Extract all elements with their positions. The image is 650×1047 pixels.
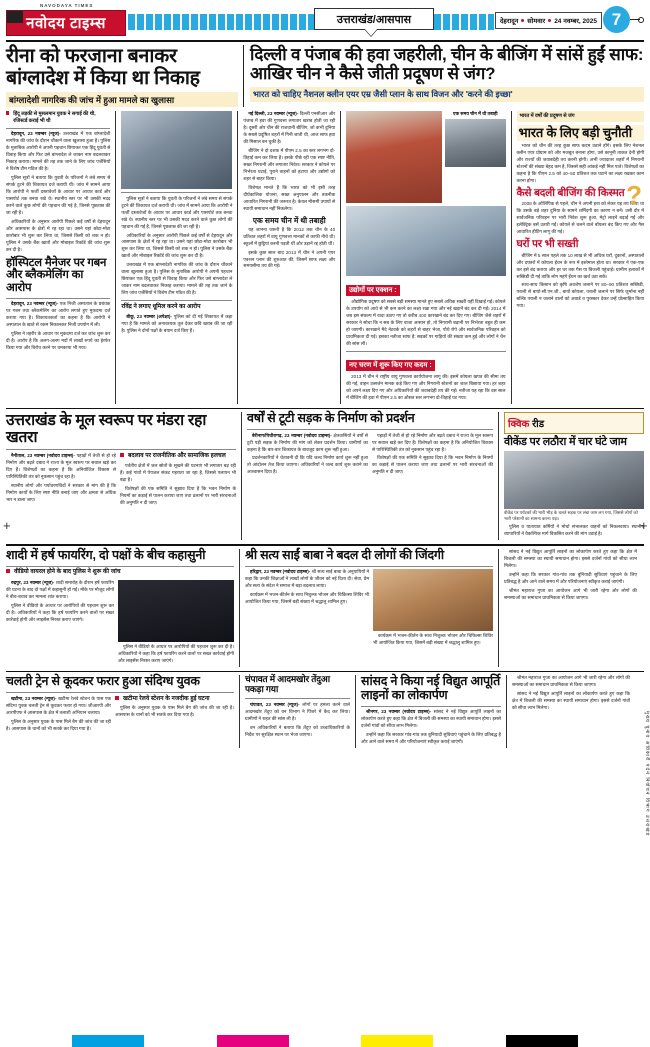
paragraph: लोगों पर हमला करने वाले आदमखोर तेंदुए को वन विभाग ने पिंजरे में कैद कर लिया। ग्रामीणों ने राहत की सांस ली है। — [245, 701, 350, 721]
divider — [245, 698, 350, 699]
paragraph: कार्यक्रम में भजन-कीर्तन के साथ निशुल्क भोजन और चिकित्सा शिविर भी आयोजित किया गया, जिसमें बड़ी संख्या में श्रद्धालु शामिल हुए। — [245, 592, 369, 604]
paragraph: उत्तराखंड में एक बांग्लादेशी नागरिक की जांच के दौरान चौंकाने वाला खुलासा हुआ है। पुलिस के मुताबिक आरोपी ने अपनी पहचान छिपाकर एक हिंदू युवती से विवाह किया और फिर उसे बांग्लादेश ले जाकर नाम बदलवाकर निकाह कराया। मामले की तह तक जाने के लिए जांच एजेंसियों ने विशेष टीम गठित की है। — [6, 131, 111, 171]
quick-read-title-1: क्विक — [508, 419, 530, 431]
paragraph: पहाड़ों में तेजी से हो रहे निर्माण और बढ़ते दबाव ने राज्य के मूल स्वरूप पर सवाल खड़े कर दिए हैं। विशेषज्ञों का कहना है कि अनियोजित विकास से पारिस्थितिकी तंत्र को नुकसान पहुंच रहा है। — [6, 452, 116, 479]
column-photo-story — [121, 111, 232, 404]
paragraph: शादी समारोह के दौरान हर्ष फायरिंग की घटना के बाद दो पक्षों में कहासुनी हो गई। मौके पर मौजूद लोगों ने बीच-बचाव कर मामला शांत कराया। — [6, 579, 115, 599]
question-mark-icon: ? — [626, 179, 643, 210]
lead-right — [243, 45, 644, 107]
s4-left — [6, 675, 234, 748]
top-block — [6, 111, 644, 404]
paragraph: इसके कुछ साल बाद 2013 में चीन ने अपनी एयर एक्शन प्लान की शुरुआत की, जिसमें साफ लक्ष्य और समयसीमा तय की गई। — [243, 249, 336, 269]
section-4 — [6, 675, 644, 748]
lead-photo-meeting — [121, 111, 232, 189]
paragraph: सांसद ने नई विद्युत आपूर्ति लाइनों का लोकार्पण करते हुए कहा कि क्षेत्र में बिजली की समस्या का स्थायी समाधान होगा। इससे दर्जनों गांवों को सीधा लाभ मिलेगा। — [512, 691, 630, 711]
paragraph: वन अधिकारियों ने बताया कि तेंदुए को उच्चाधिकारियों के निर्देश पर सुरक्षित स्थान पर भेजा जाएगा। — [245, 724, 350, 737]
rail-body-2 — [517, 201, 645, 236]
divider — [6, 298, 110, 299]
bullet-icon — [120, 453, 124, 457]
column-divider — [239, 549, 240, 667]
separator-dot-icon — [548, 19, 551, 22]
quick-read-title-2: रीड — [532, 419, 545, 431]
paragraph: अधिकारियों के अनुसार आरोपी पिछले कई वर्षों से देहरादून और आसपास के क्षेत्रों में रह रहा था। उसने यहां छोटा-मोटा कारोबार भी शुरू कर लिया था, जिससे किसी को शक न हो। पुलिस ने उसके बैंक खातों और मोबाइल रिकॉर्ड की जांच शुरू कर दी है। — [121, 232, 233, 259]
section-tab-label: उत्तराखंड/आसपास — [336, 13, 412, 26]
s3-left-body-2 — [118, 644, 234, 665]
cmyk-swatch — [289, 1035, 361, 1047]
s3-left-headline[interactable]: शादी में हर्ष फायरिंग, दो पक्षों के बीच कहासुनी — [6, 547, 206, 562]
lead-right-subhead: भारत को चाहिए नैशनल क्लीन एयर एम्र जैसी प्लान के साथ विजन और 'करने की इच्छा' — [250, 87, 644, 102]
photo-satsang — [373, 569, 493, 631]
s4-left-body-2 — [115, 705, 234, 719]
divider — [361, 706, 501, 707]
section-rule-2 — [6, 408, 644, 410]
s3-rail — [504, 549, 637, 667]
column-right-rail — [517, 111, 645, 404]
paragraph: औद्योगिक प्रदूषण को सबसे बड़ी समस्या मानते हुए सबसे अधिक सख्ती यहीं दिखाई गई। कोयले के उपयोग को आधे से भी कम करने का लक्ष्य रखा गया और नई खदानें बंद कर दी गईं। 2014 में जब इस संकल्प में वादा उठाए गए तो करीब 400 कारखाने बंद कर दिए गए। बीजिंग जैसे शहरों में सरकार ने सोचा कि न सब के लिए वाजा आसान हो, तो निगरानी बढ़ानी पर निर्भरता बहुत ही कम हो जाएगी। कारखाने मैदे नेटवर्क को शहरों से बाहर भेजा, पौधे रोपे और सार्वजनिक परिवहन को प्राथमिकता दी गई। इसका नतीजा साफ है: सड़कों पर गाड़ियों की संख्या कम हुई और लोगों ने चैन की सांस ली। — [346, 299, 506, 346]
column-china-photos — [346, 111, 505, 404]
paragraph: श्रीमंत महाराज गुप्ता का आयोजन आगे भी जारी रहेगा और लोगों की समस्याओं का समाधान प्राथमिकता से किया जाएगा। — [504, 587, 637, 600]
cmyk-swatch — [217, 1035, 289, 1047]
paragraph: विशेषज्ञों की एक समिति ने सुझाव दिया है कि भवन निर्माण के नियमों का कड़ाई से पालन कराया जाए तथा ढलानों पर भारी संरचनाओं की अनुमति न दी जाए। — [120, 485, 236, 505]
left-story-byline: देहरादून, 23 नवम्बर (न्यूज)- — [11, 131, 61, 137]
s4-mid-body — [245, 702, 350, 739]
s2-left-byline: नैनीताल, 23 नवम्बर (नवोदय टाइम्स)- — [11, 452, 75, 458]
lead-left-subhead: बांग्लादेशी नागरिक की जांच में हुआ मामले का खुलासा — [6, 92, 238, 107]
column-divider — [498, 412, 499, 540]
paragraph: पुलिस के अनुसार युवक के पास मिले बैग की जांच की जा रही है। आसपास के थानों को भी सतर्क कर दिया गया है। — [115, 705, 234, 718]
dateline-place: देहरादून — [499, 18, 519, 25]
paragraph: उन्होंने कहा कि सरकार गांव-गांव तक बुनियादी सुविधाएं पहुंचाने के लिए प्रतिबद्ध है और आने वाले समय में और परियोजनाएं स्वीकृत कराई जाएंगी। — [361, 732, 501, 745]
paragraph: पुलिस सूत्रों ने बताया कि युवती के परिजनों ने लंबे समय से संपर्क टूटने की शिकायत दर्ज करायी थी। जांच में सामने आया कि आरोपी ने फर्जी दस्तावेजों के आधार पर आधार कार्ड और पासपोर्ट तक बनवा रखे थे। स्थानीय स्तर पर भी उसकी मदद करने वाले कुछ लोगों की पहचान की गई है, जिनसे पूछताछ की जा रही है। — [121, 195, 233, 229]
hospital-story-body — [6, 301, 110, 352]
s4-rail — [512, 675, 630, 748]
column-divider — [115, 111, 116, 404]
column-divider — [237, 111, 238, 404]
page-number-badge: 7 — [603, 6, 630, 33]
hospital-story-headline[interactable]: हॉस्पिटल मैनेजर पर गबन और ब्लैकमेलिंग का आरोप — [6, 256, 107, 294]
rail-body-1 — [517, 143, 645, 185]
bullet-icon — [6, 111, 9, 115]
cmyk-swatch — [144, 1035, 216, 1047]
publication-name: नवोदय टाइम्स — [26, 14, 106, 32]
section-rule-4 — [6, 671, 644, 673]
s2-left-body — [6, 453, 116, 509]
china-sub1-head: एक समय चीन में थी तबाही — [252, 215, 326, 225]
registration-mark-icon: + — [3, 518, 11, 533]
paragraph: उन्होंने कहा कि सरकार गांव-गांव तक बुनियादी सुविधाएं पहुंचाने के लिए प्रतिबद्ध है और आने वाले समय में और परियोजनाएं स्वीकृत कराई जाएंगी। — [504, 571, 637, 584]
column-divider — [498, 549, 499, 667]
cmyk-swatch — [433, 1035, 505, 1047]
quick-read-caption: वीकेंड पर पर्यटकों की भारी भीड़ के चलते सड़क पर लंबा जाम लग गया, जिससे लोगों को भारी परेशानी का सामना करना पड़ा। — [504, 510, 638, 522]
rail-body-3 — [517, 253, 645, 311]
cmyk-swatch — [578, 1035, 650, 1047]
quick-read-card[interactable] — [504, 412, 644, 434]
rail-head-2[interactable]: कैसे बदली बीजिंग की किस्मत — [516, 186, 625, 199]
photo-firing-night — [118, 580, 234, 642]
s4-rail-body — [512, 675, 630, 712]
flag-icon — [7, 11, 23, 23]
s2-mid-body — [120, 463, 236, 507]
s4-right-body — [361, 709, 501, 746]
s3-left-subhead: वीडियो वायरल होने के बाद पुलिस ने शुरू की जांच — [14, 569, 121, 576]
quick-read-body — [504, 524, 644, 538]
paragraph: पुलिस ने वीडियो के आधार पर आरोपियों की पहचान शुरू कर दी है। अधिकारियों ने कहा कि हर्ष फायरिंग करने वालों पर सख्त कार्रवाई होगी और लाइसेंस निरस्त कराए जाएंगे। — [118, 643, 234, 663]
s4-left-body — [6, 696, 111, 735]
paragraph: पुलिस ने वीडियो के आधार पर आरोपियों की पहचान शुरू कर दी है। अधिकारियों ने कहा कि हर्ष फायरिंग करने वालों पर सख्त कार्रवाई होगी और लाइसेंस निरस्त कराए जाएंगे। — [6, 602, 114, 622]
lead-right-headline[interactable]: दिल्ली व पंजाब की हवा जहरीली, चीन के बीजिंग में सांसें हुईं साफ: आखिर चीन ने कैसे जीती प्रदूषण से जंग? — [250, 45, 644, 84]
paragraph: साथ-साथ किसान को कृषि अवशेष जलाने पर 80–90 प्रतिशत सब्सिडी, पराली से बायो-सी.एन.जी., बायो कोयला, पराली जलाने पर सिर्फ जुर्माना नहीं बल्कि पराली न जलाने वालों को अवार्ड व पुरस्कार देकर उन्हें प्रोत्साहित किया गया। — [516, 282, 645, 309]
divider — [121, 300, 232, 301]
column-divider — [506, 675, 507, 748]
s2-right-body-2 — [372, 433, 493, 479]
cmyk-swatch — [506, 1035, 578, 1047]
s3-left-byline: रुद्रपुर, 23 नवम्बर (न्यूज)- — [11, 579, 55, 585]
column-divider — [511, 111, 512, 404]
s4-mid-headline[interactable]: चंपावत में आदमखोर तेंदुआ पकड़ा गया — [245, 674, 330, 695]
vertical-rail-text: मुख्य चुनाव अधिकारी पदेन निर्वाचन विभाग उत्तराखंड — [644, 711, 650, 837]
paragraph: कार्यक्रम में भजन-कीर्तन के साथ निशुल्क भोजन और चिकित्सा शिविर भी आयोजित किया गया, जिसमें बड़ी संख्या में श्रद्धालु शामिल हुए। — [373, 633, 493, 646]
s4-right-headline[interactable]: सांसद ने किया नई विद्युत आपूर्ति लाइनों का लोकार्पण — [361, 674, 501, 703]
column-china-text — [243, 111, 335, 404]
photo-children-masks — [346, 206, 505, 276]
rail-badge: भारत में वर्षों की प्रदूषण से जंग — [517, 111, 645, 122]
s3-right-headline[interactable]: श्री सत्य साईं बाबा ने बदल दी लोगों की जिंदगी — [245, 547, 444, 562]
dateline-date: 24 नवम्बर, 2025 — [554, 18, 597, 25]
s4-mid — [245, 675, 350, 748]
paragraph: पुलिस सूत्रों ने बताया कि युवती के परिजनों ने लंबे समय से संपर्क टूटने की शिकायत दर्ज करायी थी। जांच में सामने आया कि आरोपी ने फर्जी दस्तावेजों के आधार पर आधार कार्ड और पासपोर्ट तक बनवा रखे थे। स्थानीय स्तर पर भी उसकी मदद करने वाले कुछ लोगों की पहचान की गई है, जिनसे पूछताछ की जा रही है। — [6, 174, 111, 215]
paragraph: पहाड़ों में तेजी से हो रहे निर्माण और बढ़ते दबाव ने राज्य के मूल स्वरूप पर सवाल खड़े कर दिए हैं। विशेषज्ञों का कहना है कि अनियोजित विकास से पारिस्थितिकी तंत्र को नुकसान पहुंच रहा है। — [372, 432, 493, 452]
photo-beijing-temple — [346, 111, 442, 203]
s3-rail-body — [504, 549, 637, 602]
paragraph: दिल्ली एनसीआर और पंजाब में हवा की गुणवत्ता लगातार खराब होती जा रही है। दूसरी ओर चीन की राजधानी बीजिंग, जो कभी दुनिया के सबसे प्रदूषित शहरों में गिनी जाती थी, आज साफ हवा की मिसाल बन चुकी है। — [243, 111, 336, 144]
paragraph: उत्तराखंड में एक बांग्लादेशी नागरिक की जांच के दौरान चौंकाने वाला खुलासा हुआ है। पुलिस के मुताबिक आरोपी ने अपनी पहचान छिपाकर एक हिंदू युवती से विवाह किया और फिर उसे बांग्लादेश ले जाकर नाम बदलवाकर निकाह कराया। मामले की तह तक जाने के लिए जांच एजेंसियों ने विशेष टीम गठित की है। — [121, 262, 233, 296]
s4-right — [361, 675, 501, 748]
publication-tagline: NAVODAYA TIMES — [40, 3, 94, 8]
cmyk-swatch — [72, 1035, 144, 1047]
paragraph: श्री सत्य साईं बाबा के अनुयायियों ने कहा कि उनकी शिक्षाओं ने लाखों लोगों के जीवन को नई दिशा दी। सेवा, प्रेम और सत्य के संदेश ने समाज में बड़ा बदलाव लाया। — [245, 569, 370, 589]
s2-left-headline[interactable]: उत्तराखंड के मूल स्वरूप पर मंडरा रहा खतरा — [6, 412, 207, 447]
lead-headline-row — [6, 45, 644, 107]
paragraph: बीजिंग में 5 साल पहले तक 10 लाख से भी अधिक घरों, दुकानों, अस्पतालों और दफ्तरों में कोयला ईंधन के रूप में इस्तेमाल होता था। सरकार ने एक-एक कर इसे बंद कराया और हर घर तक गैस या बिजली पहुंचाई। ग्रामीण इलाकों में सब्सिडी दी गई ताकि लोग महंगे ईंधन का खर्च उठा सकें। — [516, 252, 645, 279]
left-story-kicker: हिंदू लड़की से मुसलमान युवक ने सगाई की थी, रजिस्टर्ड कराई भी थी — [13, 111, 96, 124]
quick-read-headline[interactable]: वीकेंड पर लठौरा में चार घंटे जाम — [504, 436, 627, 449]
s3-right-byline: हरिद्वार, 23 नवम्बर (नवोदय टाइम्स)- — [250, 569, 311, 575]
s2-right-byline: बेरीनाग/पिथौरागढ़, 23 नवम्बर (नवोदय टाइम्स)- — [252, 432, 332, 438]
paragraph: क्षेत्रवासियों ने वर्षों से टूटी पड़ी सड़क के निर्माण की मांग को लेकर प्रदर्शन किया। ग्रामीणों का कहना है कि बार-बार शिकायत के बावजूद काम शुरू नहीं हुआ। — [247, 432, 368, 452]
masthead — [6, 4, 644, 38]
quick-read-title — [508, 416, 640, 430]
s4-right-byline: श्रीनगर, 23 नवम्बर (नवोदय टाइम्स)- — [366, 709, 432, 715]
cmyk-registration-bar — [0, 1035, 650, 1047]
new-phase-body — [346, 374, 505, 402]
dateline-day: सोमवार — [527, 18, 546, 25]
paragraph: सांसद ने नई विद्युत आपूर्ति लाइनों का लोकार्पण करते हुए कहा कि क्षेत्र में बिजली की समस्या का स्थायी समाधान होगा। इससे दर्जनों गांवों को सीधा लाभ मिलेगा। — [504, 548, 637, 568]
china-sub1-body — [243, 227, 335, 271]
bullet-icon — [6, 569, 10, 573]
divider — [6, 692, 234, 693]
s4-mid-byline: चंपावत, 23 नवम्बर (न्यूज)- — [250, 701, 300, 707]
left-story-body — [6, 131, 110, 253]
section-2 — [6, 412, 644, 540]
paragraph: बीजिंग ने दो दशक में पीएम 2.5 का स्तर लगभग दो-तिहाई कम कर लिया है। इसके पीछे रही एक स्पष्ट नीति, सख्त निगरानी और लगातार निवेश। सरकार ने कोयले पर निर्भरता घटाई, पुराने वाहनों को हटाया और उद्योगों को शहर से बाहर किया। — [243, 147, 336, 181]
paragraph: विशेषज्ञ मानते हैं कि भारत को भी इसी तरह दीर्घकालिक योजना, सख्त अनुपालन और तकनीक आधारित निगरानी की जरूरत है। केवल मौसमी उपायों से स्थायी समाधान नहीं निकलेगा। — [243, 184, 336, 211]
paragraph: विशेषज्ञों की एक समिति ने सुझाव दिया है कि भवन निर्माण के नियमों का कड़ाई से पालन कराया जाए तथा ढलानों पर भारी संरचनाओं की अनुमति न दी जाए। — [372, 455, 493, 475]
paragraph: खटीमा रेलवे स्टेशन के पास एक संदिग्ध युवक चलती ट्रेन से कूदकर फरार हो गया। जीआरपी और आरपीएफ ने आसपास के क्षेत्र में तलाशी अभियान चलाया। — [6, 695, 112, 715]
column-divider — [241, 412, 242, 540]
hospital-side-body — [121, 314, 232, 335]
paragraph: पुलिस को दी गई शिकायत में कहा गया है कि मामले को अनावश्यक तूल देकर छवि खराब की जा रही है। पुलिस ने दोनों पक्षों के बयान दर्ज किए हैं। — [121, 313, 233, 333]
quick-read-box — [504, 412, 644, 540]
s2-right-headline[interactable]: वर्षों से टूटी सड़क के निर्माण को प्रदर्शन — [247, 411, 415, 426]
divider — [6, 566, 234, 567]
s3-right — [245, 549, 493, 667]
hospital-side-head: रविंद्र ने लगाए धूमिल करने का आरोप — [121, 303, 201, 310]
dateline — [495, 12, 602, 29]
page-number-dot-icon — [638, 17, 644, 23]
s2-right — [247, 412, 493, 540]
s2-right-body — [247, 433, 368, 479]
divider — [247, 429, 493, 430]
newspaper-page — [0, 4, 650, 1047]
column-left-story — [6, 111, 110, 404]
paragraph: 2013 में चीन ने राष्ट्रीय वायु गुणवत्ता कार्ययोजना लागू की। इसमें कोयला खपत की सीमा तय की गई, वाहन उत्सर्जन मानक कड़े किए गए और निगरानी स्टेशनों का जाल बिछाया गया। हर शहर को अपने लक्ष्य दिए गए और अधिकारियों की जवाबदेही तय की गई। नतीजा यह रहा कि दस साल में बीजिंग की हवा में पीएम 2.5 का औसत स्तर लगभग दो-तिहाई घट गया। — [346, 373, 506, 400]
paragraph: एक निजी अस्पताल के प्रबंधक पर गबन तथा ब्लैकमेलिंग का आरोप लगाते हुए मुकदमा दर्ज कराया गया है। शिकायतकर्ता का कहना है कि आरोपी ने अस्पताल के खाते से रकम निकालकर निजी उपयोग में ली। — [6, 301, 111, 328]
photo-label-china: एक समय चीन में थी तबाही — [453, 111, 498, 117]
hospital-story-byline: देहरादून, 23 नवम्बर (न्यूज)- — [11, 301, 59, 307]
paragraph: प्रदर्शनकारियों ने चेतावनी दी कि यदि जल्द निर्माण कार्य शुरू नहीं हुआ तो आंदोलन तेज किया जाएगा। अधिकारियों ने जल्द कार्य शुरू कराने का आश्वासन दिया है। — [247, 455, 368, 475]
s3-left — [6, 549, 234, 667]
rail-head-3[interactable]: घरों पर भी सख्ती — [516, 238, 579, 251]
s4-left-byline: खटीमा, 23 नवम्बर (न्यूज)- — [11, 695, 57, 701]
section-rule-3 — [6, 544, 644, 546]
paragraph: अधिकारियों के अनुसार आरोपी पिछले कई वर्षों से देहरादून और आसपास के क्षेत्रों में रह रहा था। उसने यहां छोटा-मोटा कारोबार भी शुरू कर लिया था, जिससे किसी को शक न हो। पुलिस ने उसके बैंक खातों और मोबाइल रिकॉर्ड की जांच शुरू कर दी है। — [6, 218, 111, 252]
divider — [121, 192, 232, 193]
divider — [6, 128, 110, 129]
paragraph: भारत को चीन की तरह कुछ साफ कदम उठाने होंगे। इसके लिए नेशनल क्लीन एयर प्रोग्राम को और मजबूत बनाना होगा, उसे कानूनी ताकत देनी होगी और राज्यों की जवाबदेही तय करनी होगी। अभी ज्यादातर शहरों में निगरानी स्टेशनों की संख्या बेहद कम है, जिससे सही आंकड़े नहीं मिल पाते। विशेषज्ञों का कहना है कि पीएम 2.5 को 40–50 प्रतिशत तक घटाने का लक्ष्य रखकर काम करना होगा। — [516, 142, 645, 183]
s2-left — [6, 412, 236, 540]
s4-left-headline[interactable]: चलती ट्रेन से कूदकर फरार हुआ संदिग्ध युवक — [6, 674, 200, 689]
hospital-side-byline: बीकू, 23 नवम्बर (अपेक्षा)- — [126, 313, 172, 319]
publication-logo[interactable] — [6, 10, 126, 36]
s4-left-subhead: खटीमा रेलवे स्टेशन के नजदीक हुई घटना — [123, 695, 210, 702]
new-phase-head: नए चरण में शुरू किए गए कदम : — [346, 360, 435, 371]
paragraph: स्थानीय लोगों और पर्यावरणविदों ने सरकार से मांग की है कि निर्माण कार्यों के लिए स्पष्ट नीति बनाई जाए और क्षमता से अधिक भार न डाला जाए। — [6, 482, 116, 502]
paragraph: पुलिस व यातायात कर्मियों ने मोर्चा संभालकर वाहनों को निकलवाया। स्थानीय व्यापारियों ने वैकल्पिक मार्ग विकसित करने की मांग उठाई है। — [504, 524, 644, 537]
china-byline: नई दिल्ली, 23 नवम्बर (न्यूज)- — [248, 111, 299, 117]
paragraph: पुलिस ने तहरीर के आधार पर मुकदमा दर्ज कर जांच शुरू कर दी है। आरोप है कि अलग-अलग मदों में लाखों रुपये का हेरफेर किया गया और विरोध करने पर धमकाया भी गया। — [6, 331, 111, 350]
s2-left-subhead: बदलाव पर राजनीतिक और सामाजिक हलचल — [128, 452, 226, 459]
photo-factory — [445, 119, 505, 167]
rail-head-1[interactable]: भारत के लिए बड़ी चुनौती — [517, 125, 645, 141]
bullet-icon — [115, 696, 119, 700]
paragraph: श्रीमंत महाराज गुप्ता का आयोजन आगे भी जारी रहेगा और लोगों की समस्याओं का समाधान प्राथमिकता से किया जाएगा। — [512, 675, 630, 688]
paragraph: यह जानना जरूरी है कि 2012 तक चीन के 40 प्रतिशत शहरों में वायु गुणवत्ता मानकों से काफी नीचे थी। स्कूलों में छुट्टियां करनी पड़ती थीं और उड़ानें रद्द होती थीं। — [243, 226, 336, 246]
cmyk-swatch — [361, 1035, 433, 1047]
separator-dot-icon — [521, 19, 524, 22]
cmyk-swatch — [0, 1035, 72, 1047]
masthead-rule — [6, 40, 644, 42]
registration-mark-icon: + — [640, 518, 648, 533]
column-divider — [355, 675, 356, 748]
tab-notch-icon — [364, 28, 378, 36]
divider — [245, 566, 493, 567]
lead-left — [6, 45, 238, 107]
s3-left-body — [6, 580, 114, 667]
photo-traffic-jam — [504, 451, 644, 509]
section-3 — [6, 549, 644, 667]
paragraph: सांसद ने नई विद्युत आपूर्ति लाइनों का लोकार्पण करते हुए कहा कि क्षेत्र में बिजली की समस्या का स्थायी समाधान होगा। इससे दर्जनों गांवों को सीधा लाभ मिलेगा। — [361, 709, 501, 729]
column-divider — [239, 675, 240, 748]
s3-right-body — [245, 569, 369, 649]
paragraph: पुलिस के अनुसार युवक के पास मिले बैग की जांच की जा रही है। आसपास के थानों को भी सतर्क कर दिया गया है। — [6, 718, 111, 731]
photo-story-body — [121, 196, 232, 298]
industry-action-head: उद्योगों पर एक्शन : — [346, 285, 399, 296]
paragraph: पर्वतीय क्षेत्रों में जल स्रोतों के सूखने की घटनाएं भी लगातार बढ़ रही हैं। कई गांवों में पेयजल संकट गहराता जा रहा है, जिससे पलायन भी बढ़ा है। — [120, 462, 236, 482]
column-divider — [340, 111, 341, 404]
china-story-body — [243, 111, 335, 213]
paragraph: 2008 के ओलिंपिक से पहले, चीन ने अपनी हवा को लेकर यह तय किया था कि उसके बड़े शहर दुनिया के सामने शर्मिंदगी का कारण न बनें। उसी दौर में सार्वजनिक परिवहन पर भारी निवेश शुरू हुआ, मेट्रो लाइनें बढ़ाई गईं और इलेक्ट्रिक बसें उतारी गईं। कोयले से चलने वाले बॉयलर बंद किए गए और गैस आधारित हीटिंग लागू की गई। — [516, 201, 645, 235]
industry-action-body — [346, 299, 505, 348]
divider — [6, 449, 236, 450]
lead-left-headline[interactable]: रीना को फरजाना बनाकर बांग्लादेश में किया था निकाह — [6, 45, 200, 90]
section-tab[interactable] — [314, 8, 434, 30]
s3-right-body-2 — [373, 633, 493, 647]
